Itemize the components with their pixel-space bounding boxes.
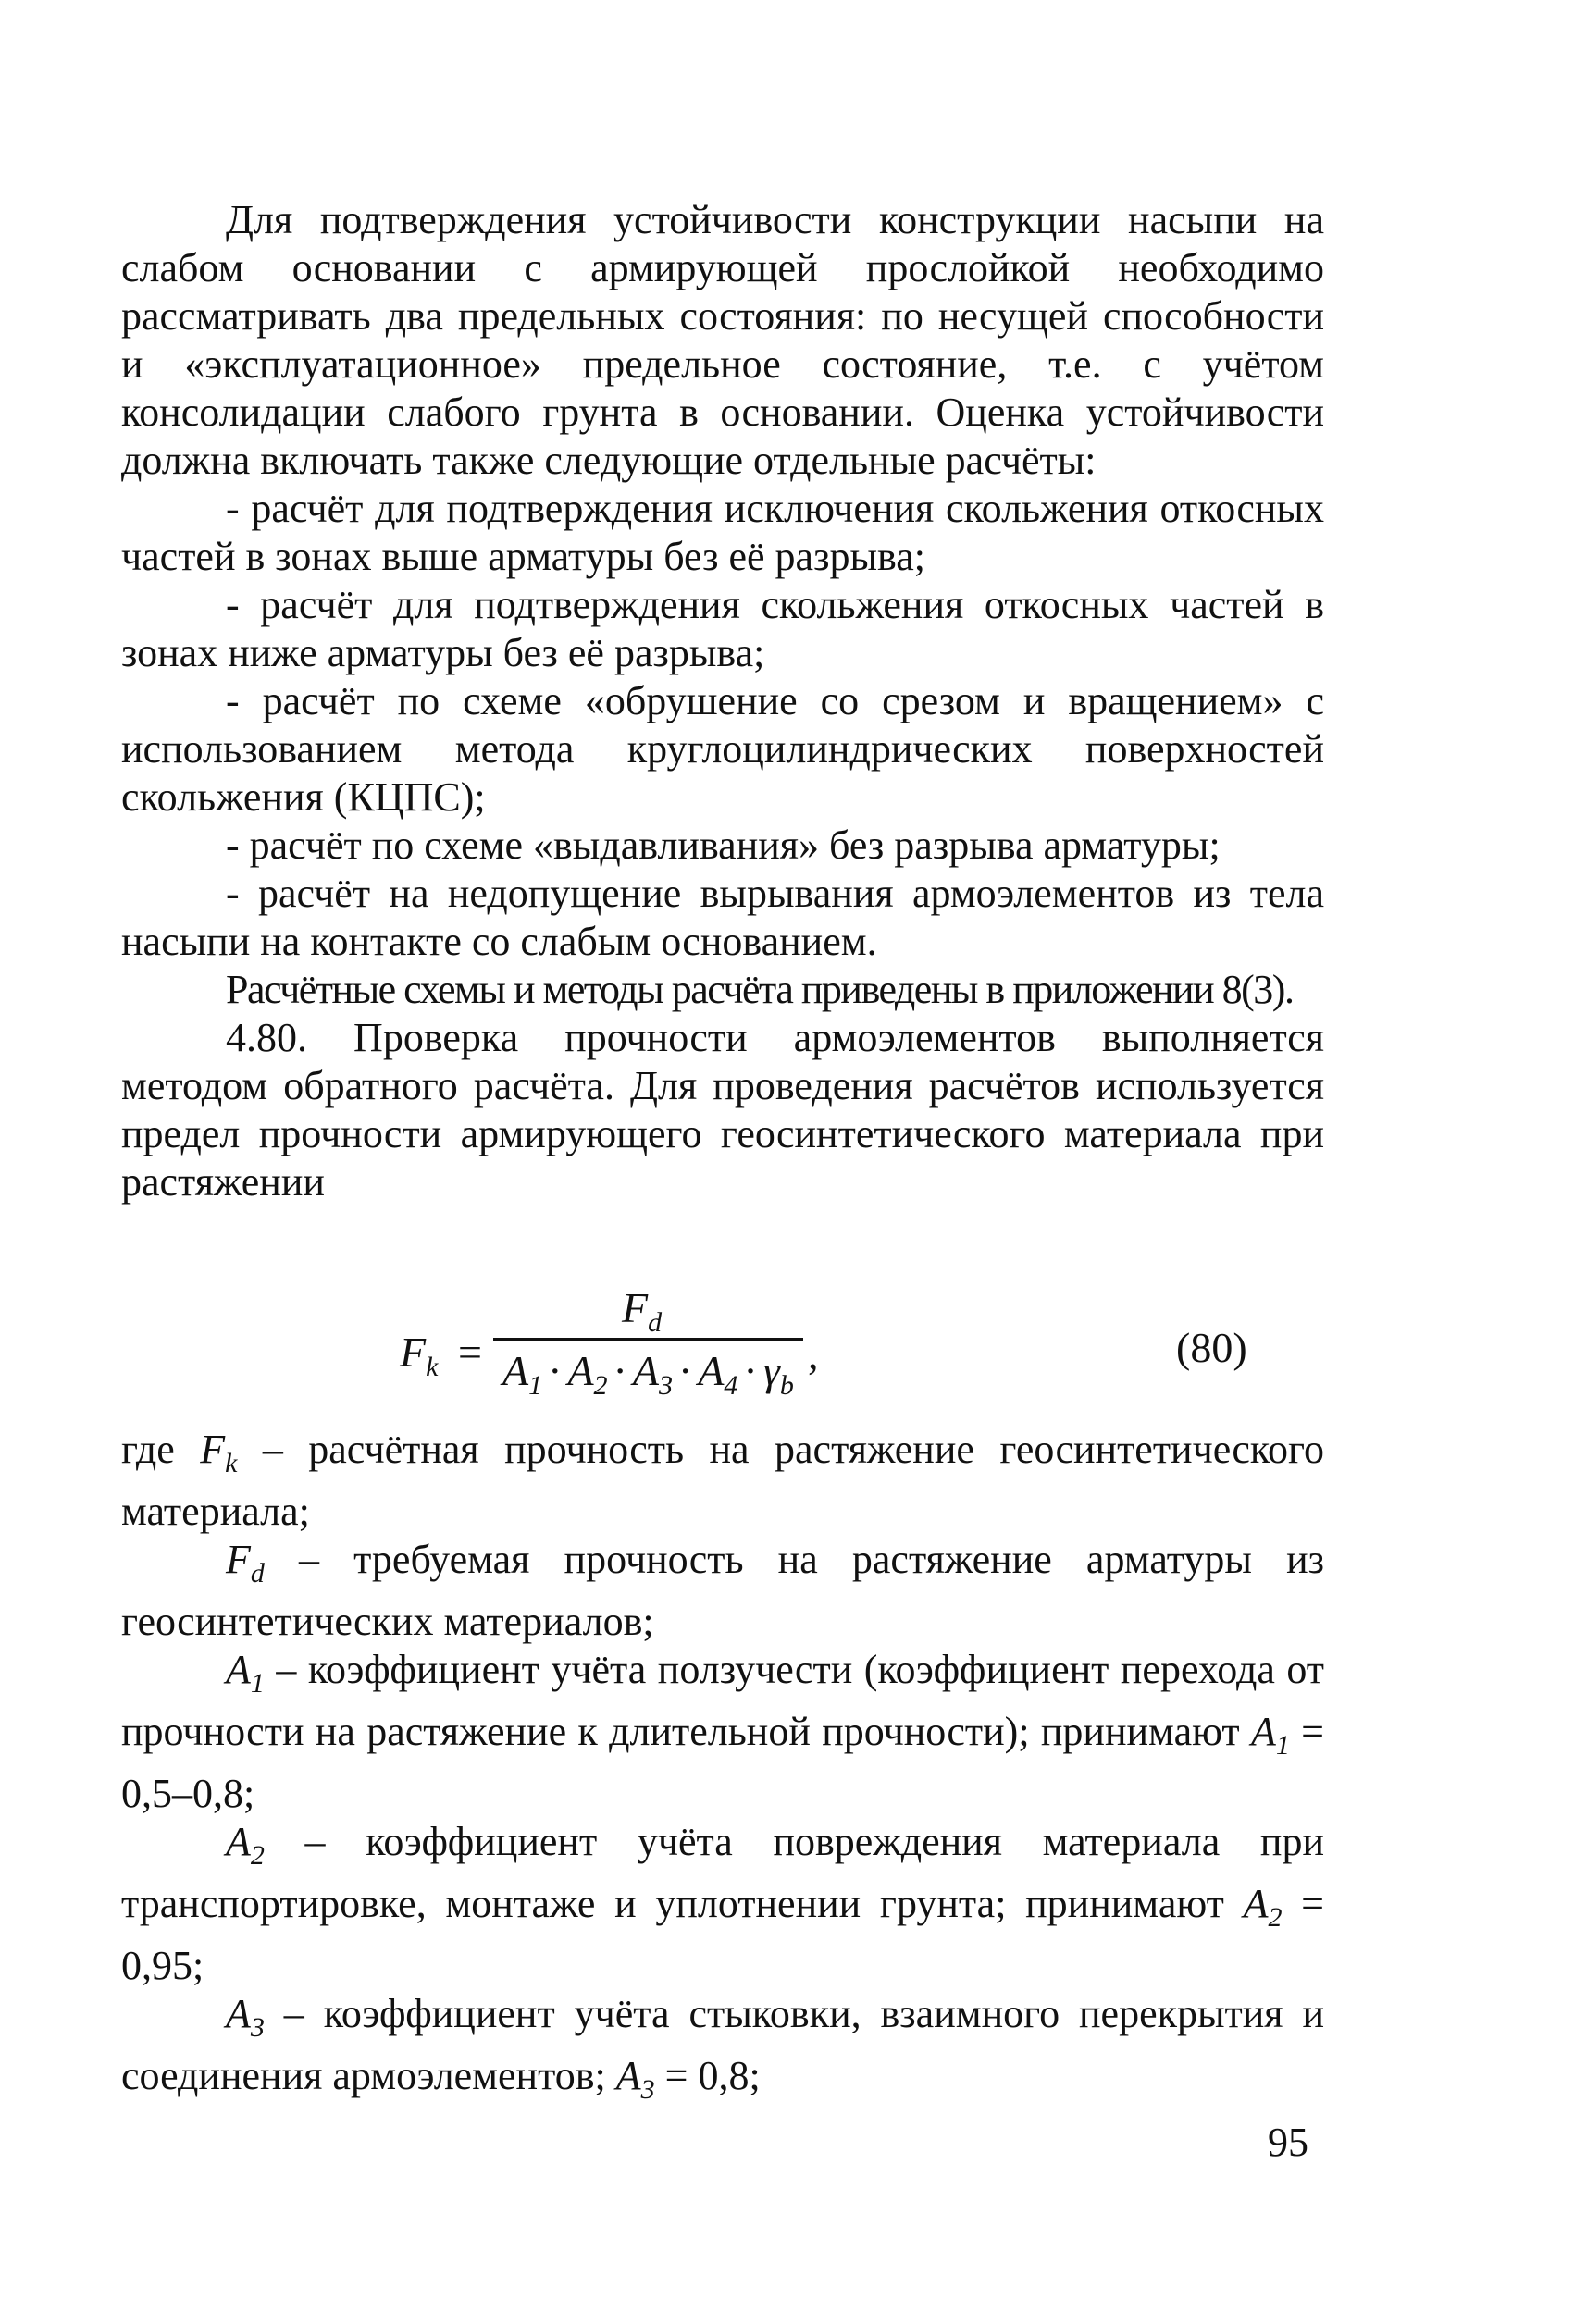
paragraph-appendix-ref: Расчётные схемы и методы расчёта приведены в приложении 8(3).	[226, 967, 1294, 1012]
definition-A3: $A_3$ – коэффициент учёта стыковки, взаимного перекрытия и соединения армоэлементов; $A_3 = 0,8$;	[121, 1991, 1324, 2105]
formula-80	[0, 1284, 1574, 1420]
paragraph-bullet-4: - расчёт по схеме «выдавливания» без разрыва арматуры;	[226, 822, 1221, 868]
formula-numerator: $F_d$	[622, 1284, 663, 1338]
paragraph-bullet-1: - расчёт для подтверждения исключения скольжения откосных частей в зонах выше арматуры без её разрыва;	[121, 486, 1324, 579]
fraction-bar	[493, 1338, 803, 1341]
formula-comma: ,	[808, 1330, 819, 1378]
page-number: 95	[1268, 2120, 1308, 2165]
paragraph-stability-intro: Для подтверждения устойчивости конструкции насыпи на слабом основании с армирующей прослойкой необходимо рассматривать два предельных состояния: по несущей способности и «эксплуатационное» предельное состояние, т.е. с учётом консолидации слабого грунта в основании. Оценка устойчивости должна включать также следующие отдельные расчёты:	[121, 197, 1324, 483]
body-text-top	[121, 196, 1324, 1206]
formula-denominator: $A_1 \cdot A_2 \cdot A_3 \cdot A_4 \cdot \gamma_b$	[502, 1347, 794, 1401]
definition-A2: $A_2$ – коэффициент учёта повреждения материала при транспортировке, монтаже и уплотнении грунта; принимают $A_2 = 0,95$;	[121, 1819, 1324, 1988]
formula-lhs: $F_k$	[400, 1329, 439, 1382]
body-text-definitions	[121, 1426, 1324, 2114]
paragraph-section-4-80: 4.80. Проверка прочности армоэлементов выполняется методом обратного расчёта. Для проведения расчётов используется предел прочности армирующего геосинтетического материала при растяжении	[121, 1015, 1324, 1205]
definition-A1: $A_1$ – коэффициент учёта ползучести (коэффициент перехода от прочности на растяжение к длительной прочности); принимают $A_1 = 0,5-0,8$;	[121, 1647, 1324, 1816]
definition-Fd: $F_d$ – требуемая прочность на растяжение арматуры из геосинтетических материалов;	[121, 1537, 1324, 1644]
paragraph-bullet-5: - расчёт на недопущение вырывания армоэлементов из тела насыпи на контакте со слабым основанием.	[121, 871, 1324, 964]
equation-number: (80)	[1176, 1324, 1247, 1371]
paragraph-bullet-3: - расчёт по схеме «обрушение со срезом и вращением» с использованием метода круглоцилиндрических поверхностей скольжения (КЦПС);	[121, 678, 1324, 820]
definition-Fk: где $F_k$ – расчётная прочность на растяжение геосинтетического материала;	[121, 1427, 1324, 1534]
paragraph-bullet-2: - расчёт для подтверждения скольжения откосных частей в зонах ниже арматуры без её разрыва;	[121, 582, 1324, 675]
formula-equals: =	[458, 1329, 482, 1376]
